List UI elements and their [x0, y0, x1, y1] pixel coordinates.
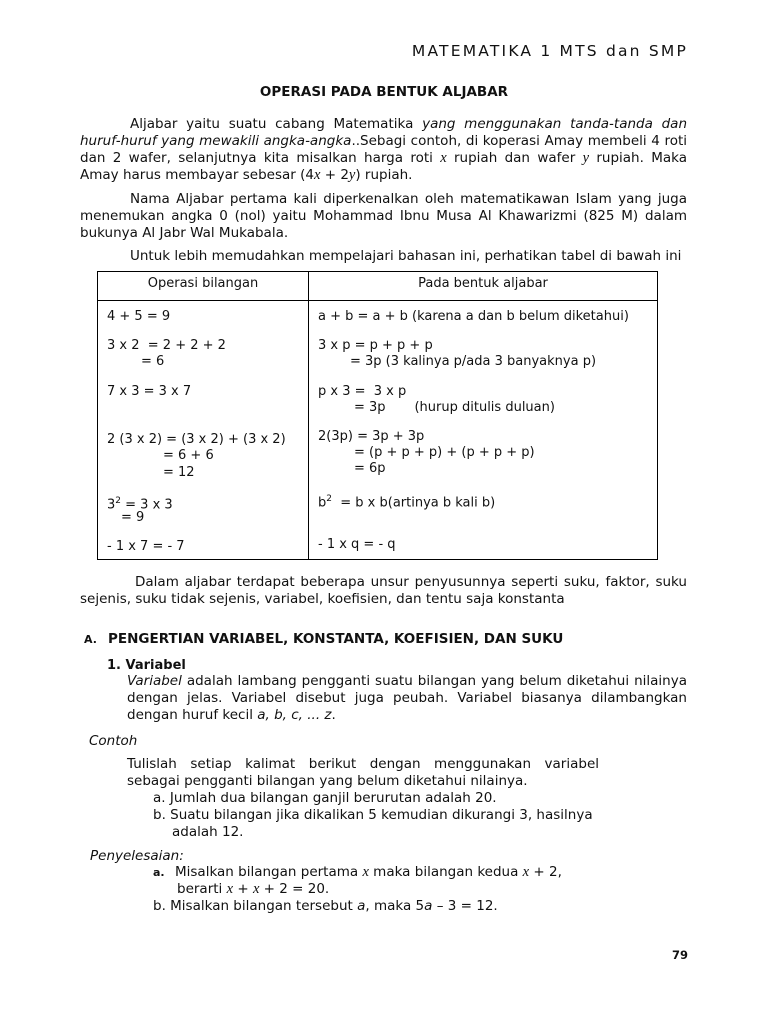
table-cell: = 3p (3 kalinya p/ada 3 banyaknya p) [350, 354, 597, 369]
after-table-paragraph: Dalam aljabar terdapat beberapa unsur penyusunnya seperti suku, faktor, suku sejenis, suku tidak sejenis, variabel, koefisien, dan tentu saja konstanta [80, 574, 687, 607]
table-cell: - 1 x 7 = - 7 [107, 539, 185, 554]
table-cell: $3^2 = 3$ x 3 [107, 496, 173, 513]
table-cell: 4 + 5 = 9 [107, 309, 171, 324]
intro-paragraph-1: Aljabar yaitu suatu cabang Matematika yang menggunakan tanda-tanda dan huruf-huruf yang mewakili angka-angka..Sebagi contoh, di koperasi Amay membeli 4 roti dan 2 wafer, selanjutnya kita misalkan harga roti x rupiah dan wafer y rupiah. Maka Amay harus membayar sebesar (4x + 2y) rupiah. [80, 116, 687, 183]
table-cell: = 3p (hurup ditulis duluan) [354, 400, 555, 415]
table-cell: p x 3 = 3 x p [318, 384, 407, 399]
example-instruction: Tulislah setiap kalimat berikut dengan menggunakan variabel sebagai pengganti bilangan yang belum diketahui nilainya. [127, 756, 599, 789]
intro-paragraph-2: Nama Aljabar pertama kali diperkenalkan oleh matematikawan Islam yang juga menemukan angka 0 (nol) yaitu Mohammad Ibnu Musa Al Khawarizmi (825 M) dalam bukunya Al Jabr Wal Mukabala. [80, 191, 687, 241]
solution-label: Penyelesaian: [90, 848, 184, 864]
table-cell: = 6 + 6 [163, 448, 214, 463]
page-number: 79 [671, 948, 688, 962]
table-cell: = 6p [354, 461, 386, 476]
table-cell: 2 (3 x 2) = (3 x 2) + (3 x 2) [107, 432, 286, 447]
table-right-column [309, 301, 658, 560]
table-left-column [98, 301, 309, 560]
solution-item-a-continued: berarti x + x + 2 = 20. [177, 881, 330, 897]
running-header: MATEMATIKA 1 MTS dan SMP [411, 42, 688, 60]
table-cell: $b^2 = b$ x b(artinya b kali b) [318, 494, 496, 511]
table-cell: = 12 [163, 465, 195, 480]
subsection-heading: 1. Variabel [107, 658, 186, 673]
table-cell: = (p + p + p) + (p + p + p) [354, 445, 535, 460]
example-label: Contoh [89, 733, 138, 749]
variabel-definition: Variabel adalah lambang pengganti suatu bilangan yang belum diketahui nilainya dengan jelas. Variabel disebut juga peubah. Variabel biasanya dilambangkan dengan huruf kecil a, b, c, ... z. [127, 673, 687, 723]
section-heading: A. PENGERTIAN VARIABEL, KONSTANTA, KOEFISIEN, DAN SUKU [84, 631, 564, 647]
intro-paragraph-3: Untuk lebih memudahkan mempelajari bahasan ini, perhatikan tabel di bawah ini [130, 248, 682, 264]
table-header-operasi-bilangan: Operasi bilangan [98, 272, 309, 301]
example-item-b-continued: adalah 12. [172, 824, 244, 840]
example-item-b: b. Suatu bilangan jika dikalikan 5 kemudian dikurangi 3, hasilnya [153, 807, 593, 823]
table-cell: 7 x 3 = 3 x 7 [107, 384, 192, 399]
table-header-bentuk-aljabar: Pada bentuk aljabar [309, 272, 658, 301]
table-cell: 3 x 2 = 2 + 2 + 2 [107, 338, 226, 353]
solution-item-b: b. Misalkan bilangan tersebut a, maka 5a – 3 = 12. [153, 898, 498, 914]
solution-item-a: a. Misalkan bilangan pertama x maka bilangan kedua x + 2, [153, 864, 562, 880]
table-cell: a + b = a + b (karena a dan b belum diketahui) [318, 309, 629, 324]
table-cell: 2(3p) = 3p + 3p [318, 429, 425, 444]
table-cell: 3 x p = p + p + p [318, 338, 433, 353]
table-cell: = 9 [121, 510, 145, 525]
comparison-table [97, 271, 658, 560]
table-cell: - 1 x q = - q [318, 537, 396, 552]
example-item-a: a. Jumlah dua bilangan ganjil berurutan adalah 20. [153, 790, 497, 806]
table-cell: = 6 [141, 354, 165, 369]
page-title: OPERASI PADA BENTUK ALJABAR [259, 84, 509, 100]
